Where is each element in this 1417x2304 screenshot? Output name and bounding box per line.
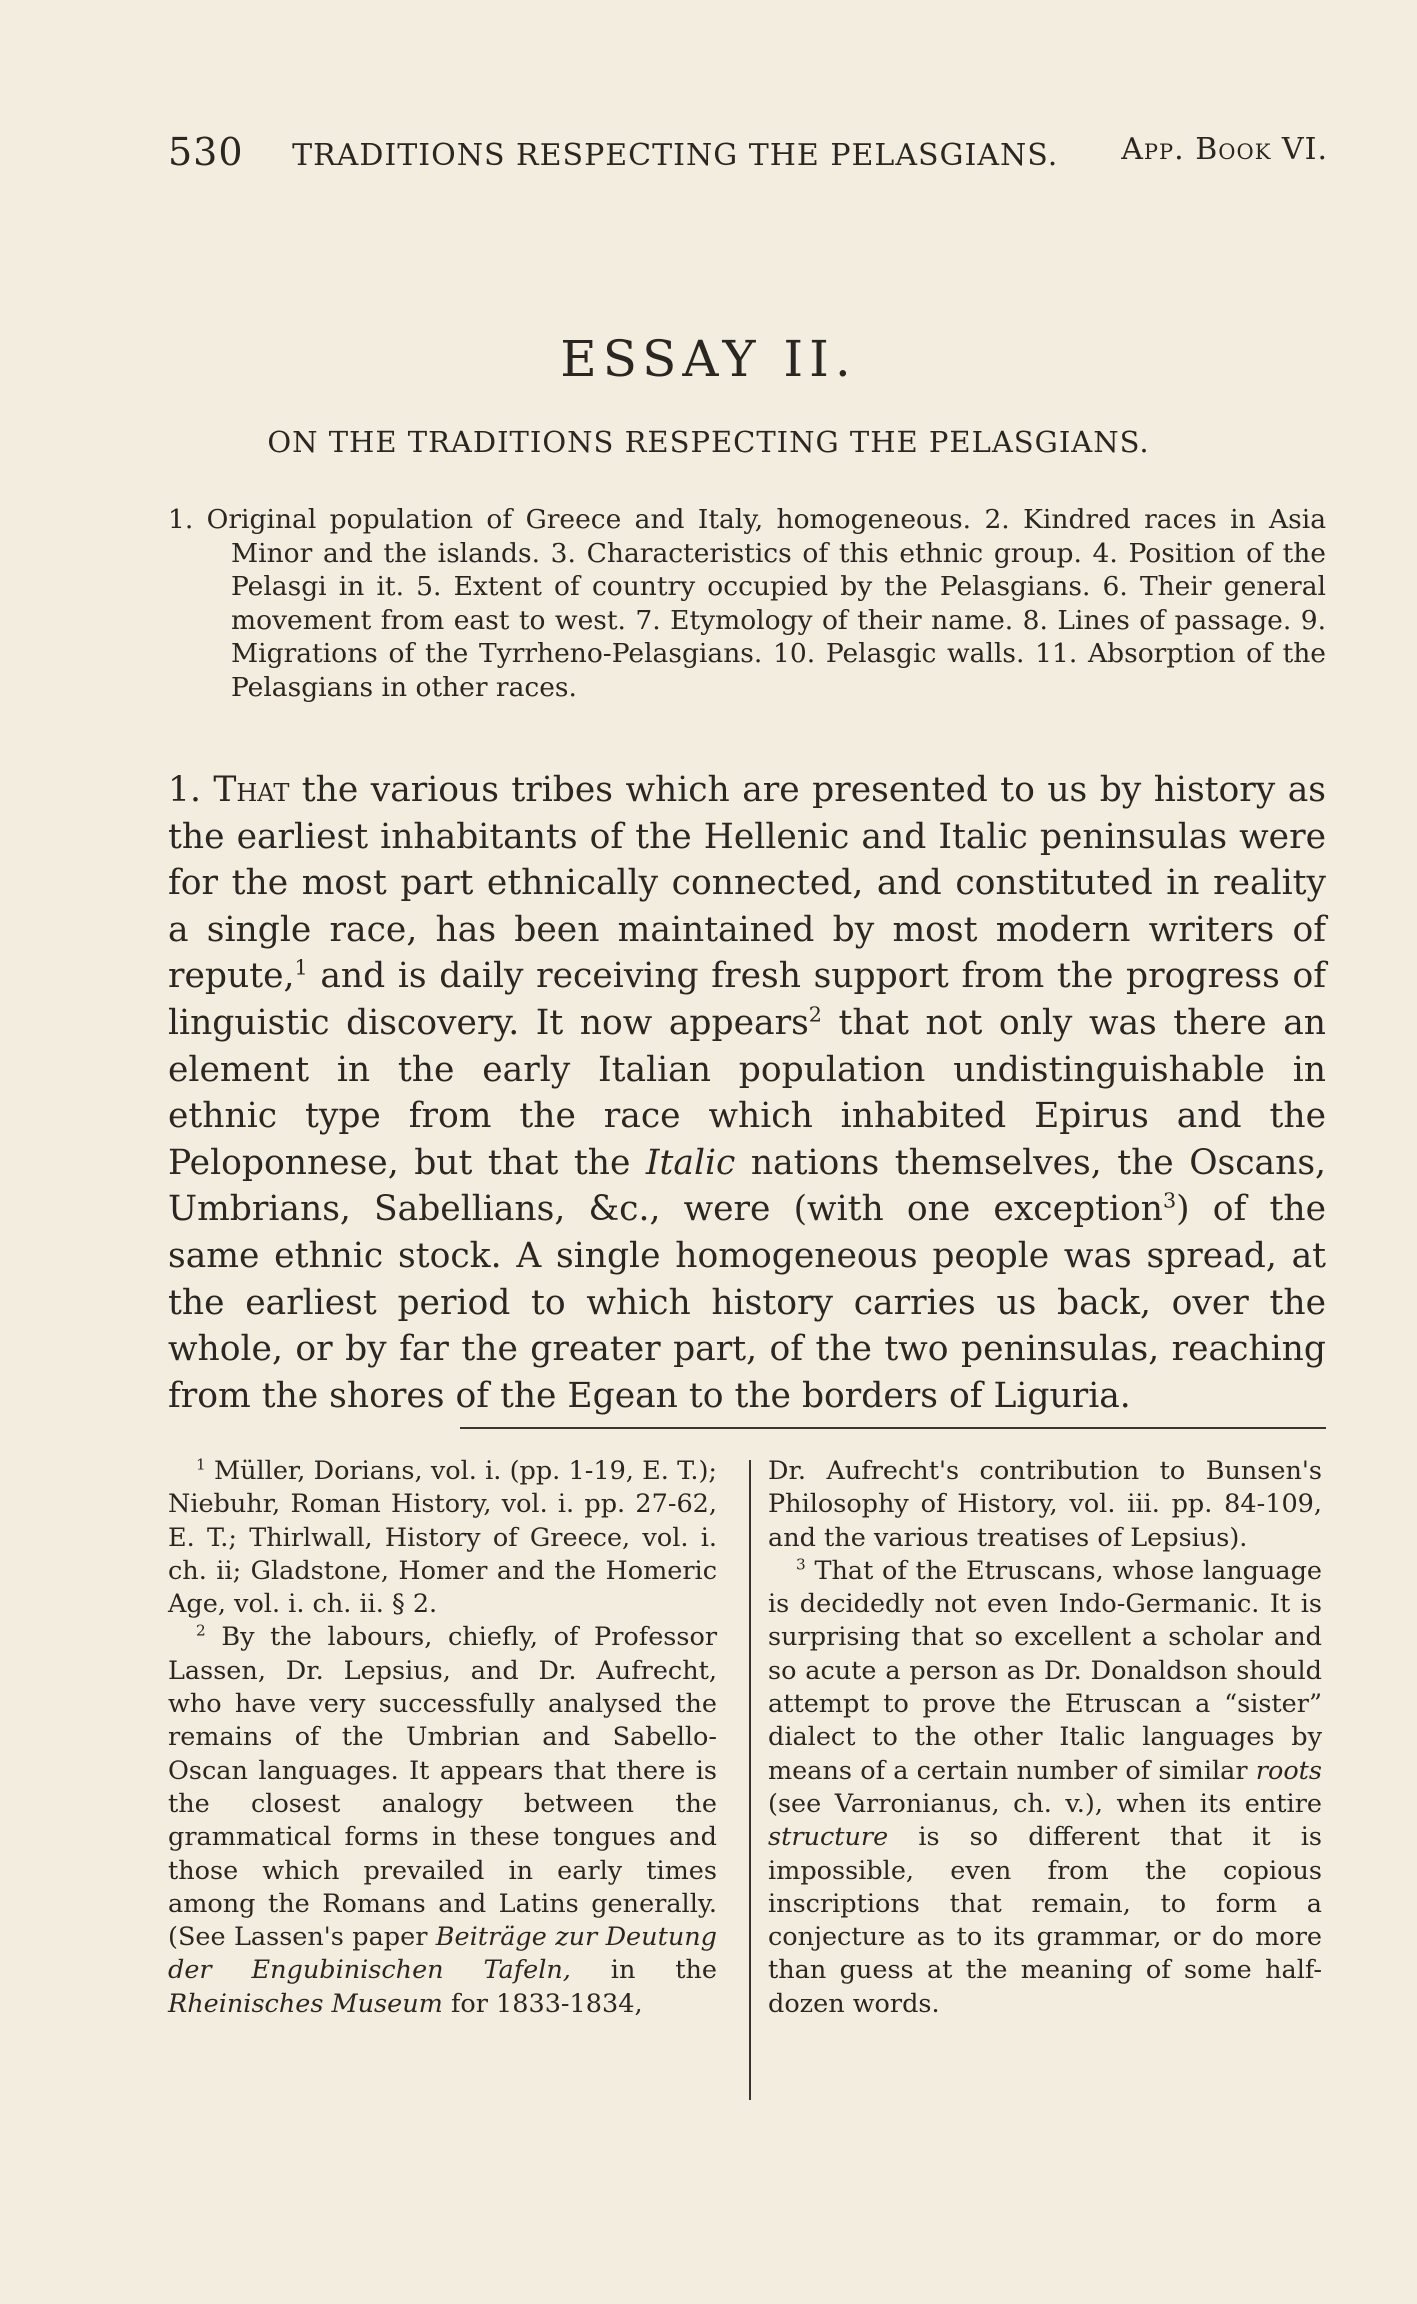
- footnote-italic: roots: [1255, 1755, 1323, 1786]
- italic-term: Italic: [645, 1142, 736, 1183]
- footnote-text: By the labours, chiefly, of Professor Lassen, Dr. Lepsius, and Dr. Aufrecht, who have very successfully analysed the remains of the Umbrian and Sabello-Oscan languages. It appears that there is the closest analogy between the grammatical forms in these tongues and those which prevailed in early times among the Romans and Latins generally. (See Lassen's paper: [168, 1622, 718, 1953]
- page-number: 530: [168, 130, 244, 174]
- footnote-3: [768, 1555, 1322, 2021]
- footnote-ref[interactable]: 2: [808, 1002, 822, 1027]
- footnote-mark: 3: [796, 1555, 806, 1574]
- footnote-text: Müller, Dorians, vol. i. (pp. 1-19, E. T.); Niebuhr, Roman History, vol. i. pp. 27-62, E. T.; Thirlwall, History of Greece, vol. i. ch. ii; Gladstone, Homer and the Homeric Age, vol. i. ch. ii. § 2.: [168, 1456, 717, 1620]
- footnote-rule: [460, 1427, 1326, 1429]
- footnote-text: for 1833-1834,: [450, 1988, 643, 2019]
- running-title: TRADITIONS RESPECTING THE PELASGIANS.: [292, 138, 1059, 173]
- body-text-part: and is daily receiving fresh support from the progress of linguistic discovery. It now appears: [168, 956, 1326, 1043]
- footnote-italic: structure: [768, 1822, 889, 1853]
- opening-word: That: [213, 770, 290, 810]
- footnote-2: [168, 1621, 717, 2021]
- main-paragraph: [168, 767, 1326, 1419]
- column-divider: [749, 1460, 751, 2100]
- footnote-text: is so different that it is impossible, even from the copious inscriptions that remain, to form a conjecture as to its grammar, or do more than guess at the meaning of some half-dozen words.: [768, 1822, 1322, 2019]
- footnotes-right-column: [768, 1455, 1322, 2021]
- footnotes-left-column: [168, 1455, 717, 2021]
- footnote-ref[interactable]: 3: [1163, 1188, 1177, 1213]
- footnote-mark: 2: [196, 1621, 206, 1640]
- body-text-part: the various tribes which are presented to us by history as the earliest inhabitants of the Hellenic and Italic peninsulas were for the most part ethnically connected, and constituted in reality a single race, has been maintained by most modern writers of repute,: [168, 770, 1326, 997]
- paragraph-number: 1.: [168, 770, 201, 810]
- chapter-contents: 1. Original population of Greece and Italy, homogeneous. 2. Kindred races in Asia Minor and the islands. 3. Characteristics of this ethnic group. 4. Position of the Pelasgi in it. 5. Extent of country occupied by the Pelasgians. 6. Their general movement from east to west. 7. Etymology of their name. 8. Lines of passage. 9. Migrations of the Tyrrheno-Pelasgians. 10. Pelasgic walls. 11. Absorption of the Pelasgians in other races.: [168, 504, 1326, 703]
- body-text-part: nations themselves, the Oscans, Umbrians, Sabellians, &c., were (with one exception: [168, 1142, 1326, 1230]
- body-text-part: ) of the same ethnic stock. A single homogeneous people was spread, at the earliest period to which history carries us back, over the whole, or by far the greater part, of the two peninsulas, reaching from the shores of the Egean to the borders of Liguria.: [168, 1189, 1326, 1416]
- section-label: App. Book VI.: [1121, 132, 1328, 167]
- footnote-italic: Beiträge zur Deutung der Engubinischen Tafeln,: [168, 1922, 717, 1986]
- footnote-italic: Rheinisches Museum: [168, 1988, 443, 2019]
- essay-subtitle: ON THE TRADITIONS RESPECTING THE PELASGIANS.: [267, 425, 1150, 459]
- footnote-text: That of the Etruscans, whose language is decidedly not even Indo-Germanic. It is surprising that so excellent a scholar and so acute a person as Dr. Donaldson should attempt to prove the Etruscan a “sister” dialect to the other Italic languages by means of a certain number of similar: [768, 1555, 1323, 1786]
- footnote-text: in the: [610, 1955, 717, 1986]
- footnote-1: [168, 1455, 717, 1621]
- footnote-text: (see Varronianus, ch. v.), when its entire: [768, 1788, 1322, 1819]
- running-header: [168, 130, 1328, 174]
- footnote-ref[interactable]: 1: [294, 955, 308, 980]
- footnote-mark: 1: [196, 1455, 206, 1474]
- essay-title: ESSAY II.: [560, 330, 857, 388]
- body-text-part: that not only was there an element in the early Italian population undistinguishable in ethnic type from the race which inhabited Epirus and the Peloponnese, but that the: [168, 1002, 1326, 1183]
- footnote-2-continued: Dr. Aufrecht's contribution to Bunsen's Philosophy of History, vol. iii. pp. 84-109, and the various treatises of Lepsius).: [768, 1456, 1322, 1553]
